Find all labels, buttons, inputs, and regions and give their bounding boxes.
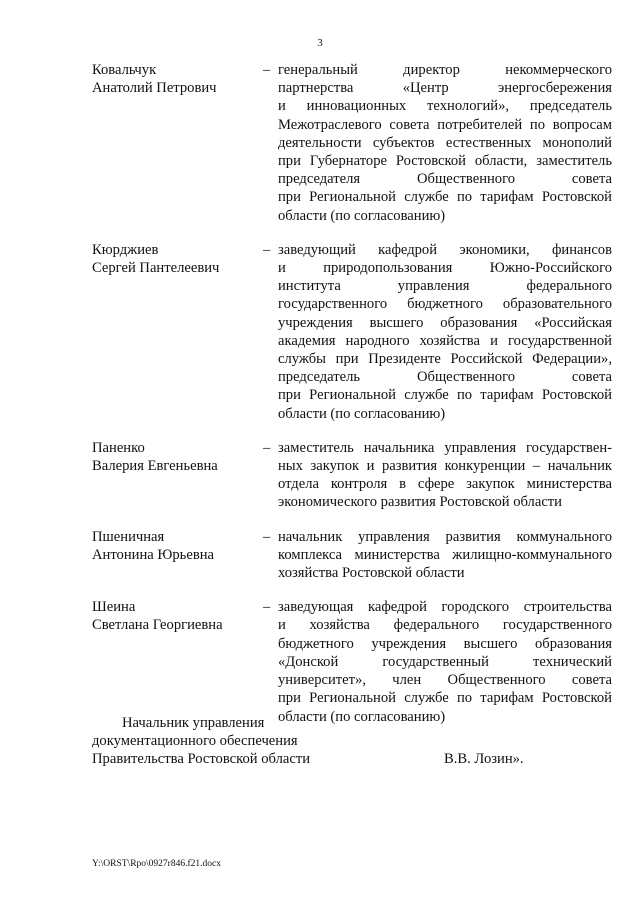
- member-entry: [92, 598, 612, 725]
- member-given-names: Сергей Пантелеевич: [92, 260, 220, 277]
- member-position-line: «Донской государственный технический: [278, 653, 612, 670]
- member-entry: [92, 241, 612, 423]
- member-name: [92, 439, 262, 475]
- file-path-footer: Y:\ORST\Rpo\0927r846.f21.docx: [92, 859, 221, 869]
- member-position-line: области (по согласованию): [278, 708, 446, 725]
- member-position-line: деятельности субъектов естественных монополий: [278, 134, 612, 151]
- member-position-line: государственного бюджетного образовательного: [278, 296, 612, 313]
- member-position-line: начальник управления развития коммунального: [278, 528, 612, 545]
- member-dash: –: [263, 599, 271, 616]
- member-surname: Шеина: [92, 599, 136, 616]
- member-position-line: области (по согласованию): [278, 207, 446, 224]
- member-surname: Ковальчук: [92, 62, 157, 78]
- member-position: [278, 528, 612, 583]
- member-surname: Кюрджиев: [92, 241, 159, 258]
- member-position-line: института управления федерального: [278, 278, 612, 295]
- member-position: [278, 439, 612, 512]
- member-entry: [92, 439, 612, 512]
- signature-title-line-1: Начальник управления: [122, 715, 265, 731]
- member-position-line: экономического развития Ростовской области: [278, 494, 562, 511]
- member-position-line: академия народного хозяйства и государственной: [278, 332, 612, 349]
- member-given-names: Антонина Юрьевна: [92, 546, 214, 563]
- member-position-line: и инновационных технологий», председатель: [278, 98, 612, 115]
- member-name: [92, 528, 262, 564]
- member-surname: Паненко: [92, 439, 145, 456]
- member-given-names: Светлана Георгиевна: [92, 617, 223, 634]
- member-position-line: области (по согласованию): [278, 405, 446, 422]
- member-given-names: Валерия Евгеньевна: [92, 458, 218, 475]
- member-position-line: партнерства «Центр энергосбережения: [278, 80, 612, 97]
- member-position-line: учреждения высшего образования «Российская: [278, 314, 612, 331]
- member-position-line: и хозяйства федерального государственного: [278, 617, 612, 634]
- member-surname: Пшеничная: [92, 528, 165, 545]
- member-dash: –: [263, 439, 271, 456]
- signature-title-line-3: Правительства Ростовской области: [92, 751, 311, 768]
- member-position-line: университет», член Общественного совета: [278, 672, 612, 689]
- member-position-line: ных закупок и развития конкуренции – начальник: [278, 458, 612, 475]
- commission-members-list: [92, 61, 612, 726]
- member-position: [278, 61, 612, 225]
- page-number: 3: [317, 37, 323, 49]
- member-position: [278, 241, 612, 423]
- member-name: [92, 598, 262, 634]
- member-position-line: при Губернаторе Ростовской области, заместитель: [278, 153, 612, 170]
- member-dash: –: [263, 528, 271, 545]
- member-position: [278, 598, 612, 725]
- member-position-line: заведующий кафедрой экономики, финансов: [278, 241, 612, 258]
- member-position-line: заместитель начальника управления государствен-: [278, 439, 612, 456]
- member-position-line: бюджетного учреждения высшего образования: [278, 635, 612, 652]
- member-given-names: Анатолий Петрович: [92, 80, 217, 97]
- signature-block: [92, 714, 612, 769]
- member-dash: –: [263, 241, 271, 258]
- member-position-line: при Региональной службе по тарифам Ростовской: [278, 189, 612, 206]
- member-dash: –: [263, 62, 271, 78]
- member-position-line: председателя Общественного совета: [278, 171, 612, 188]
- member-entry: [92, 61, 612, 225]
- member-entry: [92, 528, 612, 583]
- signer-name: В.В. Лозин».: [444, 751, 524, 767]
- member-position-line: комплекса министерства жилищно-коммунального: [278, 546, 612, 563]
- signature-title-line-2: документационного обеспечения: [92, 733, 298, 750]
- member-position-line: при Региональной службе по тарифам Ростовской: [278, 690, 612, 707]
- member-name: [92, 241, 262, 277]
- member-position-line: службы при Президенте Российской Федерации»,: [278, 351, 612, 368]
- member-position-line: при Региональной службе по тарифам Ростовской: [278, 387, 612, 404]
- member-name: [92, 61, 262, 97]
- member-position-line: заведующая кафедрой городского строительства: [278, 599, 612, 616]
- member-position-line: генеральный директор некоммерческого: [278, 62, 612, 78]
- member-position-line: Межотраслевого совета потребителей по вопросам: [278, 116, 612, 133]
- member-position-line: хозяйства Ростовской области: [278, 565, 465, 582]
- member-position-line: отдела контроля в сфере закупок министерства: [278, 476, 612, 493]
- member-position-line: и природопользования Южно-Российского: [278, 260, 612, 277]
- member-position-line: председатель Общественного совета: [278, 369, 612, 386]
